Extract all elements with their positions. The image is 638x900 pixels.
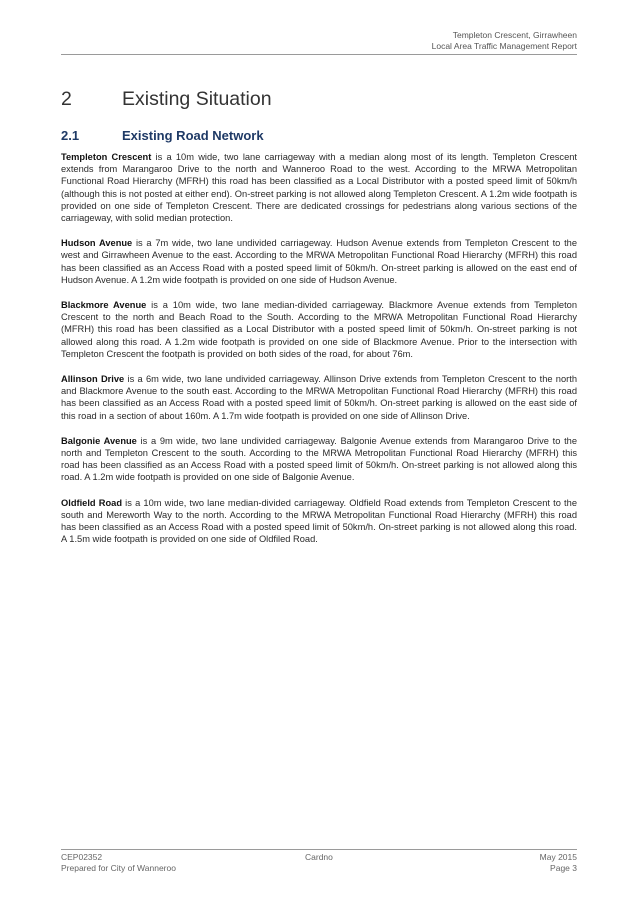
page-header <box>432 30 577 52</box>
header-project-title: Templeton Crescent, Girrawheen <box>452 30 577 40</box>
paragraph-hudson-avenue <box>61 237 577 286</box>
paragraph-oldfield-road <box>61 497 577 546</box>
paragraph-blackmore-avenue <box>61 299 577 360</box>
footer-left <box>61 852 176 874</box>
body-text <box>61 151 577 558</box>
subsection-title: Existing Road Network <box>122 128 264 143</box>
road-name: Blackmore Avenue <box>61 300 147 311</box>
section-heading <box>61 88 272 111</box>
footer-right <box>540 852 577 874</box>
footer-prepared-for: Prepared for City of Wanneroo <box>61 863 176 873</box>
footer-doc-number: CEP02352 <box>61 852 103 862</box>
road-name: Hudson Avenue <box>61 238 133 249</box>
section-number: 2 <box>61 88 72 110</box>
footer-company: Cardno <box>305 852 333 862</box>
subsection-heading <box>61 128 264 143</box>
road-name: Balgonie Avenue <box>61 435 137 446</box>
road-name: Allinson Drive <box>61 374 125 385</box>
subsection-number: 2.1 <box>61 128 80 143</box>
header-divider <box>61 54 577 55</box>
road-description: is a 9m wide, two lane undivided carriageway. Balgonie Avenue extends from Marangaroo Drive to the north and Templeton Crescent to the south. According to the MRWA Metropolitan Functional Road Hierarchy (MFRH) this road has been classified as an Access Road with a posted speed limit of 50km/h. On-street parking is not allowed along this road. A 1.2m wide footpath is provided on one side of Balgonie Avenue. <box>61 435 578 483</box>
road-description: is a 7m wide, two lane undivided carriageway. Hudson Avenue extends from Templeton Crescent to the west and Girrawheen Avenue to the east. According to the MRWA Metropolitan Functional Road Hierarchy (MFRH) this road has been classified as an Access Road with a posted speed limit of 50km/h. On-street parking is allowed on the east end of Hudson Avenue. A 1.2m wide footpath is provided on one side of Hudson Avenue. <box>61 238 577 285</box>
footer-date: May 2015 <box>539 852 577 862</box>
footer-page-number: Page 3 <box>550 863 577 873</box>
road-name: Templeton Crescent <box>61 152 152 162</box>
road-description: is a 6m wide, two lane undivided carriageway. Allinson Drive extends from Templeton Crescent to the north and Blackmore Avenue to the south east. According to the MRWA Metropolitan Functional Road Hierarchy (MFRH) this road has been classified as an Access Road with a posted speed limit of 50km/h. On-street parking is allowed on the east side of this road in a section of about 160m. A 1.7m wide footpath is provided on one side of Allinson Drive. <box>61 374 578 421</box>
road-description: is a 10m wide, two lane median-divided carriageway. Oldfield Road extends from Templeton Crescent to the south and Mereworth Way to the north. According to the MRWA Metropolitan Functional Road Hierarchy (MFRH) this road has been classified as an Access Road with a posted speed limit of 50km/h. On-street parking is not allowed along this road. A 1.5m wide footpath is provided on one side of Oldfiled Road. <box>61 497 577 545</box>
paragraph-allinson-drive <box>61 373 577 422</box>
paragraph-templeton-crescent <box>61 151 577 224</box>
section-title: Existing Situation <box>122 88 272 110</box>
road-description: is a 10m wide, two lane median-divided carriageway. Blackmore Avenue extends from Templeton Crescent to the north and Beach Road to the South. According to the MRWA Metropolitan Functional Road Hierarchy (MFRH) this road has been classified as a Local Distributor with a posted speed limit of 50km/h. On-street parking is not allowed along this road. A 1.2m wide footpath is provided on one side of Blackmore Avenue. Prior to the intersection with Templeton Crescent the footpath is provided on both sides of the road, for about 76m. <box>61 300 577 359</box>
paragraph-balgonie-avenue <box>61 435 577 484</box>
road-description: is a 10m wide, two lane carriageway with a median along most of its length. Templeton Crescent extends from Marangaroo Drive to the north and Wanneroo Road to the west. According to the MRWA Metropolitan Functional Road Hierarchy (MFRH) this road has been classified as a Local Distributor with a posted speed limit of 50km/h (although this is not posted at either end). On-street parking is not allowed along Templeton Crescent. A 1.2m wide footpath is provided on one side of Templeton Crescent. There are dedicated crossings for pedestrians along various sections of the carriageway, with solid median protection. <box>61 152 577 224</box>
footer-divider <box>61 849 577 850</box>
header-report-title: Local Area Traffic Management Report <box>431 41 577 51</box>
road-name: Oldfield Road <box>61 497 123 508</box>
